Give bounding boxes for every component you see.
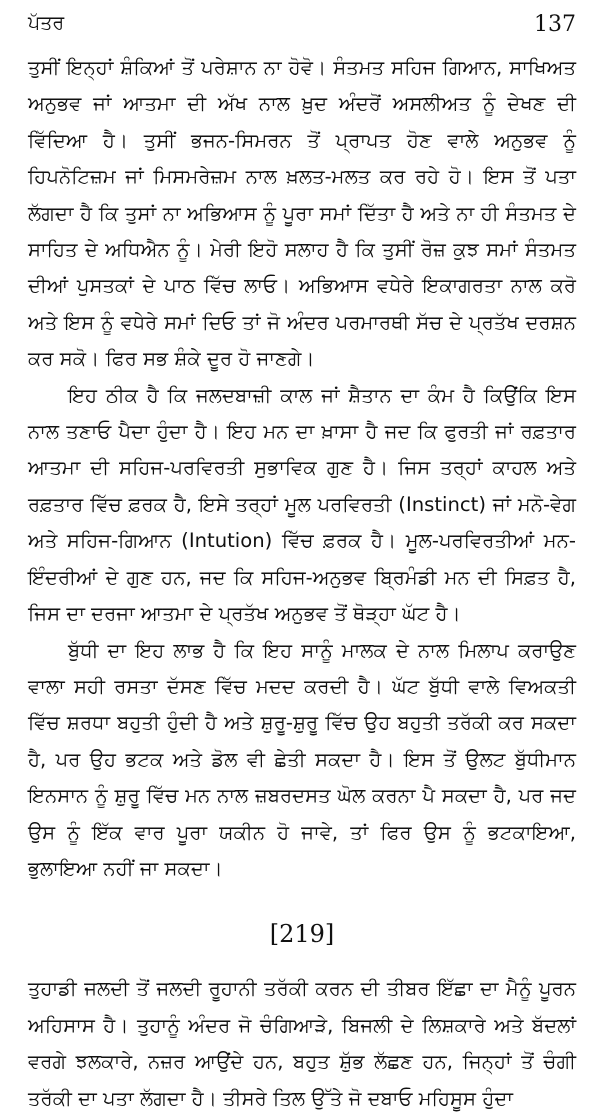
page-number: 137 (534, 12, 576, 37)
running-header (28, 0, 576, 50)
running-title: ਪੱਤਰ (28, 12, 65, 34)
body-text (28, 50, 576, 1117)
letter-number: [219] (269, 920, 335, 949)
paragraph-2: ਇਹ ਠੀਕ ਹੈ ਕਿ ਜਲਦਬਾਜ਼ੀ ਕਾਲ ਜਾਂ ਸ਼ੈਤਾਨ ਦਾ ਕੰਮ ਹੈ ਕਿਉਂਕਿ ਇਸ ਨਾਲ ਤਣਾਓ ਪੈਦਾ ਹੁੰਦਾ ਹੈ। ਇਹ ਮਨ ਦਾ ਖ਼ਾਸਾ ਹੈ ਜਦ ਕਿ ਫੁਰਤੀ ਜਾਂ ਰਫ਼ਤਾਰ ਆਤਮਾ ਦੀ ਸਹਿਜ-ਪਰਵਿਰਤੀ ਸੁਭਾਵਿਕ ਗੁਣ ਹੈ। ਜਿਸ ਤਰ੍ਹਾਂ ਕਾਹਲ ਅਤੇ ਰਫ਼ਤਾਰ ਵਿੱਚ ਫ਼ਰਕ ਹੈ, ਇਸੇ ਤਰ੍ਹਾਂ ਮੂਲ ਪਰਵਿਰਤੀ (Instinct) ਜਾਂ ਮਨੋ-ਵੇਗ ਅਤੇ ਸਹਿਜ-ਗਿਆਨ (Intution) ਵਿੱਚ ਫ਼ਰਕ ਹੈ। ਮੂਲ-ਪਰਵਿਰਤੀਆਂ ਮਨ-ਇੰਦਰੀਆਂ ਦੇ ਗੁਣ ਹਨ, ਜਦ ਕਿ ਸਹਿਜ-ਅਨੁਭਵ ਬ੍ਰਿਮੰਡੀ ਮਨ ਦੀ ਸਿਫ਼ਤ ਹੈ, ਜਿਸ ਦਾ ਦਰਜਾ ਆਤਮਾ ਦੇ ਪ੍ਰਤੱਖ ਅਨੁਭਵ ਤੋਂ ਥੋੜ੍ਹਾ ਘੱਟ ਹੈ। (28, 383, 576, 626)
paragraph-1: ਤੁਸੀਂ ਇਨ੍ਹਾਂ ਸ਼ੰਕਿਆਂ ਤੋਂ ਪਰੇਸ਼ਾਨ ਨਾ ਹੋਵੋ। ਸੰਤਮਤ ਸਹਿਜ ਗਿਆਨ, ਸਾਖਿਅਤ ਅਨੁਭਵ ਜਾਂ ਆਤਮਾ ਦੀ ਅੱਖ ਨਾਲ ਖ਼ੁਦ ਅੰਦਰੋਂ ਅਸਲੀਅਤ ਨੂੰ ਦੇਖਣ ਦੀ ਵਿੱਦਿਆ ਹੈ। ਤੁਸੀਂ ਭਜਨ-ਸਿਮਰਨ ਤੋਂ ਪ੍ਰਾਪਤ ਹੋਣ ਵਾਲੇ ਅਨੁਭਵ ਨੂੰ ਹਿਪਨੋਟਿਜ਼ਮ ਜਾਂ ਮਿਸਮਰੇਜ਼ਮ ਨਾਲ ਖ਼ਲਤ-ਮਲਤ ਕਰ ਰਹੇ ਹੋ। ਇਸ ਤੋਂ ਪਤਾ ਲੱਗਦਾ ਹੈ ਕਿ ਤੁਸਾਂ ਨਾ ਅਭਿਆਸ ਨੂੰ ਪੂਰਾ ਸਮਾਂ ਦਿੱਤਾ ਹੈ ਅਤੇ ਨਾ ਹੀ ਸੰਤਮਤ ਦੇ ਸਾਹਿਤ ਦੇ ਅਧਿਐਨ ਨੂੰ। ਮੇਰੀ ਇਹੋ ਸਲਾਹ ਹੈ ਕਿ ਤੁਸੀਂ ਰੋਜ਼ ਕੁਝ ਸਮਾਂ ਸੰਤਮਤ ਦੀਆਂ ਪੁਸਤਕਾਂ ਦੇ ਪਾਠ ਵਿੱਚ ਲਾਓ। ਅਭਿਆਸ ਵਧੇਰੇ ਇਕਾਗਰਤਾ ਨਾਲ ਕਰੋ ਅਤੇ ਇਸ ਨੂੰ ਵਧੇਰੇ ਸਮਾਂ ਦਿਓ ਤਾਂ ਜੋ ਅੰਦਰ ਪਰਮਾਰਥੀ ਸੱਚ ਦੇ ਪ੍ਰਤੱਖ ਦਰਸ਼ਨ ਕਰ ਸਕੋ। ਫਿਰ ਸਭ ਸ਼ੰਕੇ ਦੂਰ ਹੋ ਜਾਣਗੇ। (28, 56, 576, 371)
paragraph-4: ਤੁਹਾਡੀ ਜਲਦੀ ਤੋਂ ਜਲਦੀ ਰੂਹਾਨੀ ਤਰੱਕੀ ਕਰਨ ਦੀ ਤੀਬਰ ਇੱਛਾ ਦਾ ਮੈਨੂੰ ਪੂਰਨ ਅਹਿਸਾਸ ਹੈ। ਤੁਹਾਨੂੰ ਅੰਦਰ ਜੋ ਚੰਗਿਆੜੇ, ਬਿਜਲੀ ਦੇ ਲਿਸ਼ਕਾਰੇ ਅਤੇ ਬੱਦਲਾਂ ਵਰਗੇ ਝਲਕਾਰੇ, ਨਜ਼ਰ ਆਉਂਦੇ ਹਨ, ਬਹੁਤ ਸ਼ੁੱਭ ਲੱਛਣ ਹਨ, ਜਿਨ੍ਹਾਂ ਤੋਂ ਚੰਗੀ ਤਰੱਕੀ ਦਾ ਪਤਾ ਲੱਗਦਾ ਹੈ। ਤੀਸਰੇ ਤਿਲ ਉੱਤੇ ਜੋ ਦਬਾਓ ਮਹਿਸੂਸ ਹੁੰਦਾ (28, 977, 576, 1110)
paragraph-3: ਬੁੱਧੀ ਦਾ ਇਹ ਲਾਭ ਹੈ ਕਿ ਇਹ ਸਾਨੂੰ ਮਾਲਕ ਦੇ ਨਾਲ ਮਿਲਾਪ ਕਰਾਉਣ ਵਾਲਾ ਸਹੀ ਰਸਤਾ ਦੱਸਣ ਵਿੱਚ ਮਦਦ ਕਰਦੀ ਹੈ। ਘੱਟ ਬੁੱਧੀ ਵਾਲੇ ਵਿਅਕਤੀ ਵਿੱਚ ਸ਼ਰਧਾ ਬਹੁਤੀ ਹੁੰਦੀ ਹੈ ਅਤੇ ਸ਼ੁਰੂ-ਸ਼ੁਰੂ ਵਿੱਚ ਉਹ ਬਹੁਤੀ ਤਰੱਕੀ ਕਰ ਸਕਦਾ ਹੈ, ਪਰ ਉਹ ਭਟਕ ਅਤੇ ਡੋਲ ਵੀ ਛੇਤੀ ਸਕਦਾ ਹੈ। ਇਸ ਤੋਂ ਉਲਟ ਬੁੱਧੀਮਾਨ ਇਨਸਾਨ ਨੂੰ ਸ਼ੁਰੂ ਵਿੱਚ ਮਨ ਨਾਲ ਜ਼ਬਰਦਸਤ ਘੋਲ ਕਰਨਾ ਪੈ ਸਕਦਾ ਹੈ, ਪਰ ਜਦ ਉਸ ਨੂੰ ਇੱਕ ਵਾਰ ਪੂਰਾ ਯਕੀਨ ਹੋ ਜਾਵੇ, ਤਾਂ ਫਿਰ ਉਸ ਨੂੰ ਭਟਕਾਇਆ, ਭੁਲਾਇਆ ਨਹੀਂ ਜਾ ਸਕਦਾ। (28, 638, 576, 880)
